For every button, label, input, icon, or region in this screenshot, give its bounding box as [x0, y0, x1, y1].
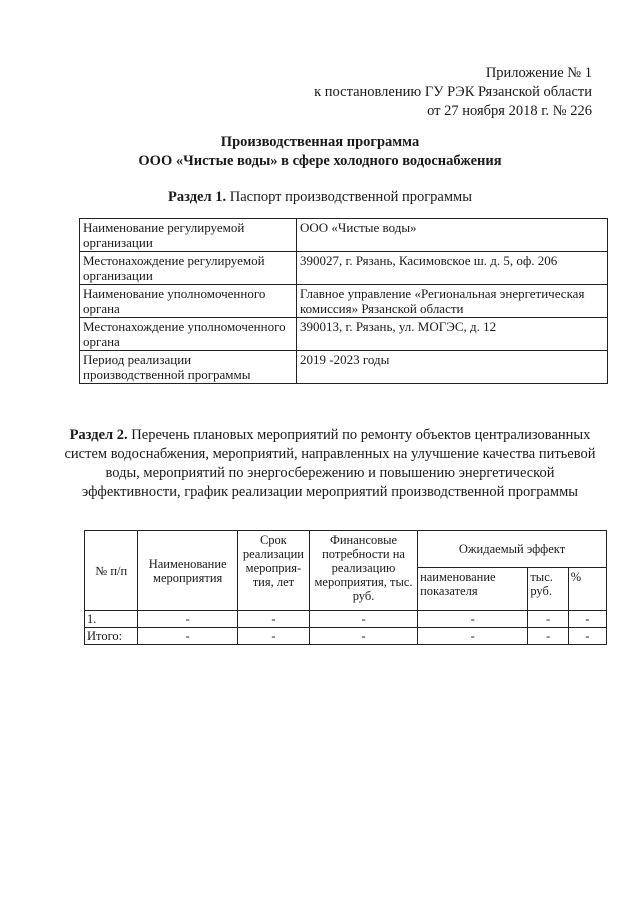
title-line: ООО «Чистые воды» в сфере холодного водоснабжения	[138, 153, 502, 169]
header-finance: Финансовые потребности на реализацию мероприятия, тыс. руб.	[309, 531, 417, 611]
section1-prefix: Раздел 1.	[168, 189, 227, 205]
header-thousand: тыс. руб.	[528, 568, 568, 611]
appendix-line: от 27 ноября 2018 г. № 226	[427, 103, 592, 119]
cell-finance: -	[309, 611, 417, 628]
cell-thousand: -	[528, 611, 568, 628]
passport-label: Наименование уполномоченного органа	[80, 285, 297, 318]
header-effect: Ожидаемый эффект	[418, 531, 607, 568]
table-header-row	[85, 531, 607, 568]
cell-percent: -	[568, 628, 606, 645]
appendix-block	[314, 64, 592, 121]
cell-num: 1.	[85, 611, 138, 628]
table-row	[80, 252, 608, 285]
passport-label: Местонахождение уполномоченного органа	[80, 318, 297, 351]
cell-finance: -	[309, 628, 417, 645]
passport-value: 2019 -2023 годы	[297, 351, 608, 384]
table-row	[85, 611, 607, 628]
cell-term: -	[237, 611, 309, 628]
title-line: Производственная программа	[220, 134, 420, 150]
section2-heading-text: Перечень плановых мероприятий по ремонту объектов централизованных систем водоснабжения, мероприятий, направленных на улучшение качества питьевой воды, мероприятий по энергосбережению и повышению энергетической эффективности, график реализации мероприятий производственной программы	[64, 427, 596, 500]
cell-name: -	[138, 628, 237, 645]
table-row	[80, 351, 608, 384]
document-title	[0, 133, 640, 171]
header-num: № п/п	[85, 531, 138, 611]
cell-percent: -	[568, 611, 606, 628]
passport-table	[79, 218, 608, 384]
section1-heading	[0, 188, 640, 207]
table-row	[85, 628, 607, 645]
cell-thousand: -	[528, 628, 568, 645]
header-name: Наименование мероприятия	[138, 531, 237, 611]
header-percent: %	[568, 568, 606, 611]
cell-indicator: -	[418, 628, 528, 645]
header-term: Срок реализации мероприя-тия, лет	[237, 531, 309, 611]
section2-prefix: Раздел 2.	[69, 427, 128, 443]
section1-heading-text: Паспорт производственной программы	[226, 189, 472, 205]
cell-num: Итого:	[85, 628, 138, 645]
table-row	[80, 285, 608, 318]
section2-heading	[60, 426, 600, 502]
passport-label: Период реализации производственной программы	[80, 351, 297, 384]
table-row	[80, 318, 608, 351]
table-row	[80, 219, 608, 252]
passport-label: Наименование регулируемой организации	[80, 219, 297, 252]
passport-value: 390013, г. Рязань, ул. МОГЭС, д. 12	[297, 318, 608, 351]
cell-indicator: -	[418, 611, 528, 628]
cell-term: -	[237, 628, 309, 645]
activities-table	[84, 530, 607, 645]
appendix-line: к постановлению ГУ РЭК Рязанской области	[314, 84, 592, 100]
appendix-line: Приложение № 1	[485, 65, 592, 81]
passport-value: 390027, г. Рязань, Касимовское ш. д. 5, оф. 206	[297, 252, 608, 285]
passport-value: ООО «Чистые воды»	[297, 219, 608, 252]
cell-name: -	[138, 611, 237, 628]
header-indicator: наименование показателя	[418, 568, 528, 611]
passport-value: Главное управление «Региональная энергетическая комиссия» Рязанской области	[297, 285, 608, 318]
passport-label: Местонахождение регулируемой организации	[80, 252, 297, 285]
